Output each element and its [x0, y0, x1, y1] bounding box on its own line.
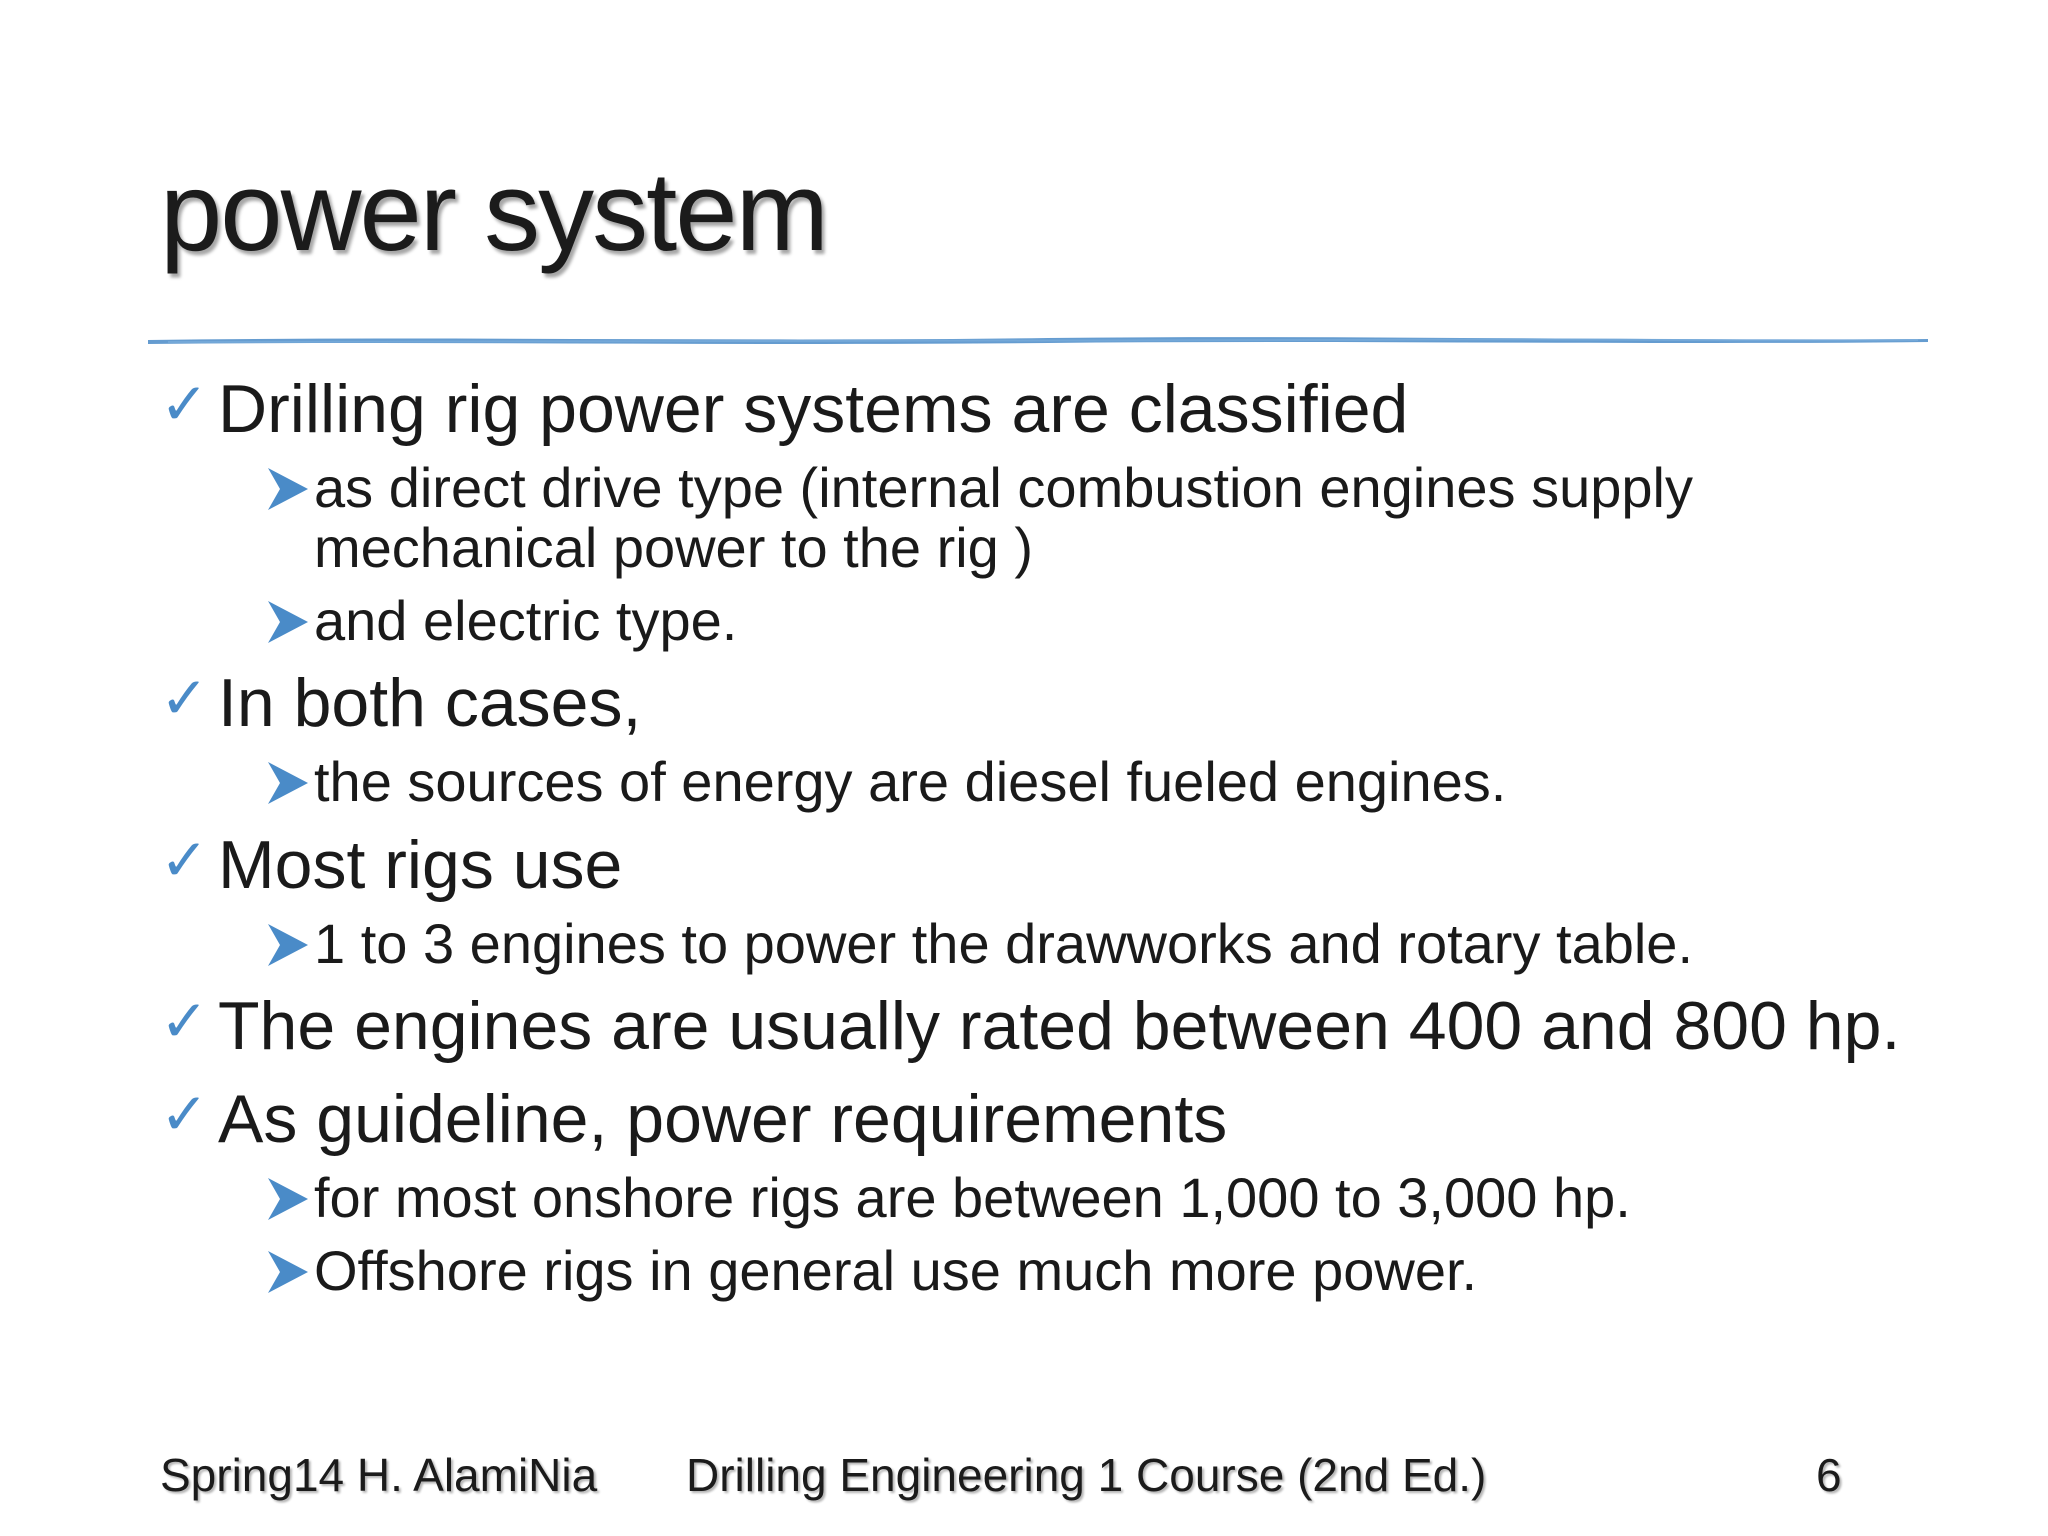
- bullet-text: As guideline, power requirements: [218, 1080, 1228, 1157]
- footer-course: Drilling Engineering 1 Course (2nd Ed.): [686, 1449, 1487, 1501]
- sub-bullet-text: for most onshore rigs are between 1,000 to 3,000 hp.: [314, 1165, 1631, 1229]
- arrow-bullet-icon: [266, 1176, 310, 1222]
- bullet-text: In both cases,: [218, 665, 642, 742]
- check-icon: ✓: [160, 666, 209, 732]
- slide-title: power system: [160, 149, 827, 274]
- footer-author: Spring14 H. AlamiNia: [160, 1449, 598, 1501]
- bullet-text: Drilling rig power systems are classified: [218, 371, 1409, 447]
- arrow-bullet-icon: [266, 760, 310, 806]
- check-icon: ✓: [160, 1081, 209, 1147]
- sub-bullet-text: Offshore rigs in general use much more power.: [314, 1239, 1478, 1303]
- arrow-bullet-icon: [266, 1249, 310, 1295]
- bullet-item: [160, 664, 1920, 742]
- sub-bullet-item: [160, 750, 1920, 814]
- check-icon: ✓: [160, 989, 209, 1055]
- sub-bullet-item: [160, 1239, 1920, 1303]
- page-number: 6: [1816, 1449, 1842, 1501]
- sub-bullet-text: 1 to 3 engines to power the drawworks and rotary table.: [314, 912, 1693, 975]
- bullet-text: Most rigs use: [218, 826, 623, 903]
- sub-bullet-item: [160, 458, 1920, 577]
- sub-bullet-text: as direct drive type (internal combustion engines supply mechanical power to the rig ): [314, 456, 1693, 579]
- title-divider: [148, 330, 1928, 352]
- sub-bullet-item: [160, 1165, 1920, 1229]
- bullet-text: The engines are usually rated between 400 and 800 hp.: [218, 988, 1901, 1065]
- arrow-bullet-icon: [266, 922, 310, 968]
- sub-bullet-item: [160, 914, 1920, 973]
- sub-bullet-item: [160, 588, 1920, 652]
- check-icon: ✓: [160, 827, 209, 893]
- bullet-item: [160, 987, 1920, 1065]
- arrow-bullet-icon: [266, 599, 310, 645]
- bullet-item: [160, 1080, 1920, 1158]
- sub-bullet-text: the sources of energy are diesel fueled engines.: [314, 750, 1507, 814]
- arrow-bullet-icon: [266, 466, 310, 512]
- bullet-list: [160, 370, 1920, 1303]
- bullet-item: [160, 826, 1920, 904]
- bullet-item: [160, 370, 1920, 448]
- sub-bullet-text: and electric type.: [314, 588, 738, 652]
- check-icon: ✓: [160, 372, 209, 437]
